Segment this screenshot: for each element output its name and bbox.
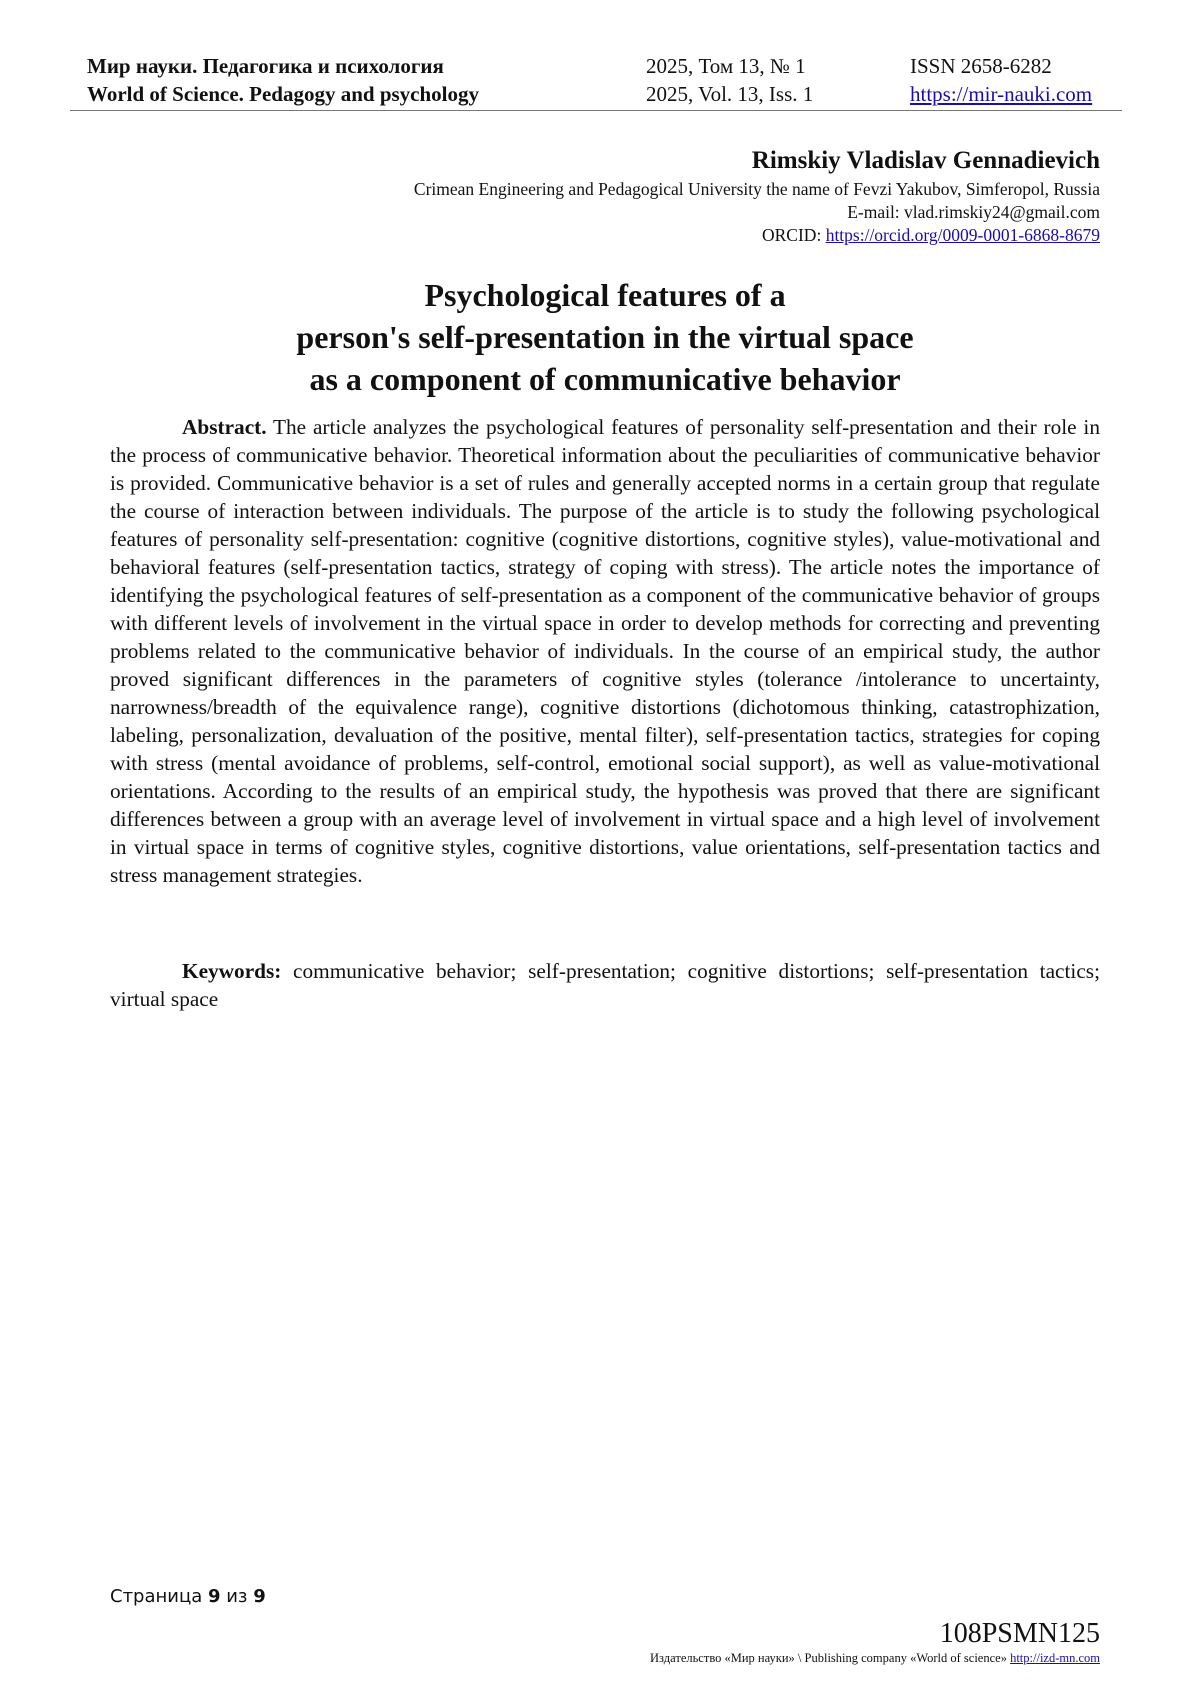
title-line-1: Psychological features of a	[424, 277, 786, 313]
orcid-link[interactable]: https://orcid.org/0009-0001-6868-8679	[825, 225, 1100, 245]
journal-name-block	[87, 52, 479, 108]
journal-header	[70, 52, 1122, 111]
page-current: 9	[207, 1586, 221, 1607]
author-email: E-mail: vlad.rimskiy24@gmail.com	[847, 202, 1100, 222]
abstract-paragraph	[110, 413, 1100, 889]
keywords-section	[110, 957, 1100, 1013]
publisher-text: Издательство «Мир науки» \ Publishing company «World of science»	[650, 1651, 1011, 1665]
journal-name-en: World of Science. Pedagogy and psychology	[87, 82, 480, 106]
issn: ISSN 2658-6282	[910, 54, 1052, 78]
author-affiliation: Crimean Engineering and Pedagogical University the name of Fevzi Yakubov, Simferopol, Russia	[413, 179, 1100, 199]
article-title	[110, 274, 1100, 400]
page-total: 9	[253, 1586, 266, 1607]
title-line-2: person's self-presentation in the virtual space	[296, 319, 914, 355]
keywords-paragraph	[110, 957, 1100, 1013]
author-name: Rimskiy Vladislav Gennadievich	[751, 147, 1100, 174]
publisher-line	[650, 1651, 1100, 1666]
abstract-section	[110, 413, 1100, 889]
abstract-label: Abstract.	[182, 415, 267, 439]
issue-en: 2025, Vol. 13, Iss. 1	[646, 82, 814, 106]
keywords-text: communicative behavior; self-presentation; cognitive distortions; self-presentation tactics; virtual space	[110, 959, 1100, 1011]
article-code: 108PSMN125	[939, 1618, 1100, 1649]
journal-name-ru: Мир науки. Педагогика и психология	[87, 54, 444, 78]
page-word: Страница	[110, 1586, 208, 1607]
keywords-label: Keywords:	[182, 959, 282, 983]
publisher-link[interactable]: http://izd-mn.com	[1010, 1651, 1100, 1665]
title-line-3: as a component of communicative behavior	[309, 361, 901, 397]
journal-site-link[interactable]: https://mir-nauki.com	[910, 82, 1093, 106]
author-block	[414, 144, 1100, 247]
issn-block	[910, 52, 1092, 108]
orcid-label: ORCID:	[762, 225, 826, 245]
issue-ru: 2025, Том 13, № 1	[646, 54, 806, 78]
abstract-text: The article analyzes the psychological features of personality self-presentation and their role in the process of communicative behavior. Theoretical information about the peculiarities of communicative behavior is provided. Communicative behavior is a set of rules and generally accepted norms in a certain group that regulate the course of interaction between individuals. The purpose of the article is to study the following psychological features of personality self-presentation: cognitive (cognitive distortions, cognitive styles), value-motivational and behavioral features (self-presentation tactics, strategy of coping with stress). The article notes the importance of identifying the psychological features of self-presentation as a component of the communicative behavior of groups with different levels of involvement in the virtual space in order to develop methods for correcting and preventing problems related to the communicative behavior of individuals. In the course of an empirical study, the author proved significant differences in the parameters of cognitive styles (tolerance /intolerance to uncertainty, narrowness/breadth of the equivalence range), cognitive distortions (dichotomous thinking, catastrophization, labeling, personalization, devaluation of the positive, mental filter), self-presentation tactics, strategies for coping with stress (mental avoidance of problems, self-control, emotional social support), as well as value-motivational orientations. According to the results of an empirical study, the hypothesis was proved that there are significant differences between a group with an average level of involvement in virtual space and a high level of involvement in virtual space in terms of cognitive styles, cognitive distortions, value orientations, self-presentation tactics and stress management strategies.	[110, 415, 1100, 887]
page-counter	[110, 1586, 266, 1607]
issue-block	[646, 52, 813, 108]
author-orcid	[414, 224, 1100, 247]
page-of: из	[220, 1586, 254, 1607]
